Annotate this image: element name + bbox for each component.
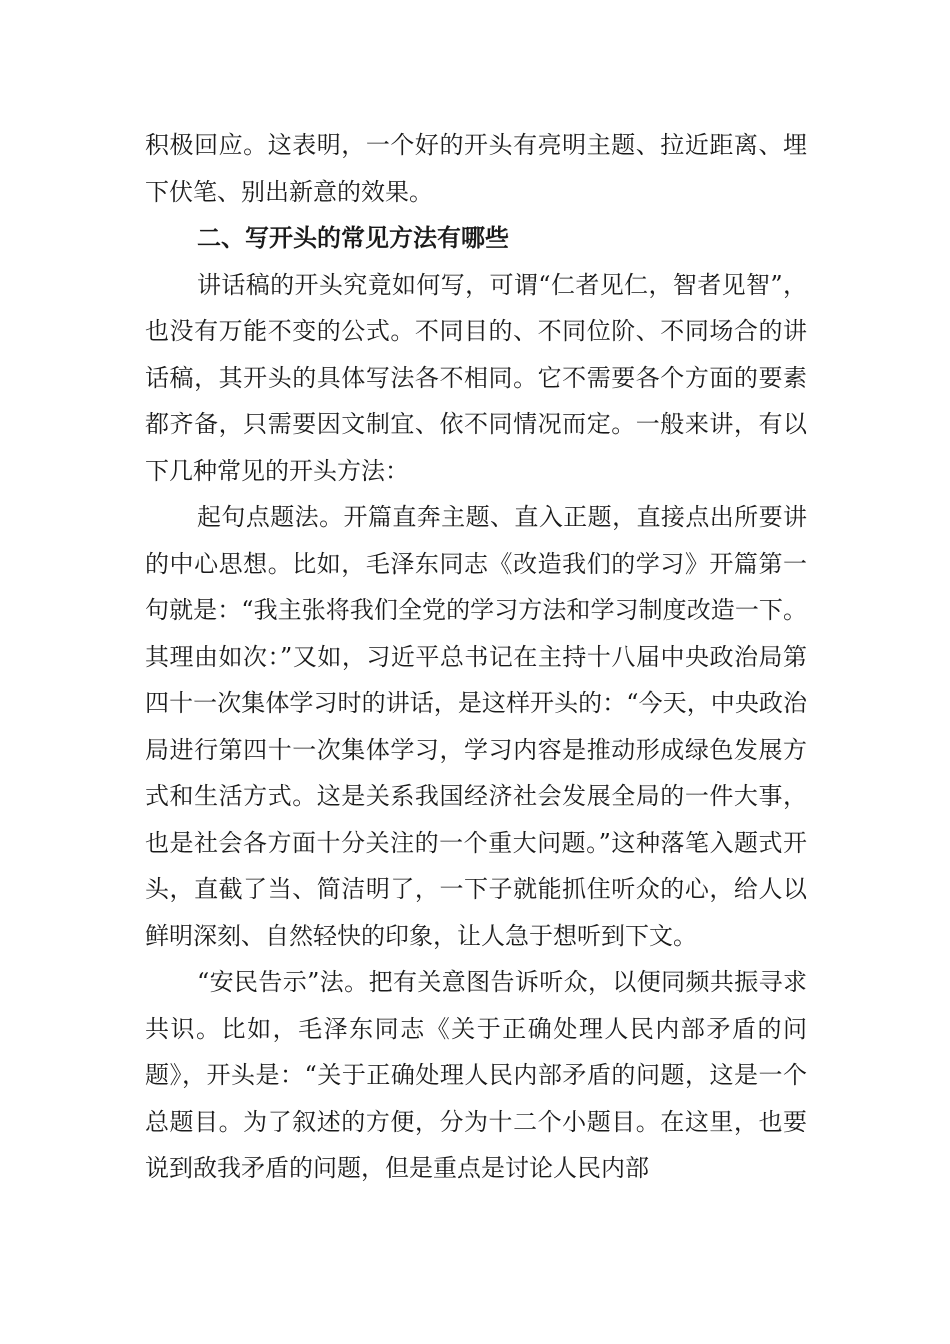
paragraph-method-announcement: “安民告示”法。把有关意图告诉听众，以便同频共振寻求共识。比如，毛泽东同志《关于正确处理人民内部矛盾的问题》，开头是：“关于正确处理人民内部矛盾的问题，这是一个总题目。为了叙述的方便，分为十二个小题目。在这里，也要说到敌我矛盾的问题，但是重点是讨论人民内部 [145, 968, 807, 1182]
paragraph-methods-overview: 讲话稿的开头究竟如何写，可谓“仁者见仁，智者见智”，也没有万能不变的公式。不同目的、不同位阶、不同场合的讲话稿，其开头的具体写法各不相同。它不需要各个方面的要素都齐备，只需要因文制宜、依不同情况而定。一般来讲，有以下几种常见的开头方法： [145, 270, 807, 485]
paragraph-intro-tail: 积极回应。这表明，一个好的开头有亮明主题、拉近距离、埋下伏笔、别出新意的效果。 [145, 131, 807, 206]
section-heading: 二、写开头的常见方法有哪些 [197, 224, 509, 252]
paragraph-method-opening-topic: 起句点题法。开篇直奔主题、直入正题，直接点出所要讲的中心思想。比如，毛泽东同志《改造我们的学习》开篇第一句就是：“我主张将我们全党的学习方法和学习制度改造一下。其理由如次：”又如，习近平总书记在主持十八届中央政治局第四十一次集体学习时的讲话，是这样开头的：“今天，中央政治局进行第四十一次集体学习，学习内容是推动形成绿色发展方式和生活方式。这是关系我国经济社会发展全局的一件大事，也是社会各方面十分关注的一个重大问题。”这种落笔入题式开头，直截了当、简洁明了，一下子就能抓住听众的心，给人以鲜明深刻、自然轻快的印象，让人急于想听到下文。 [145, 503, 807, 950]
document-page [145, 122, 807, 1192]
